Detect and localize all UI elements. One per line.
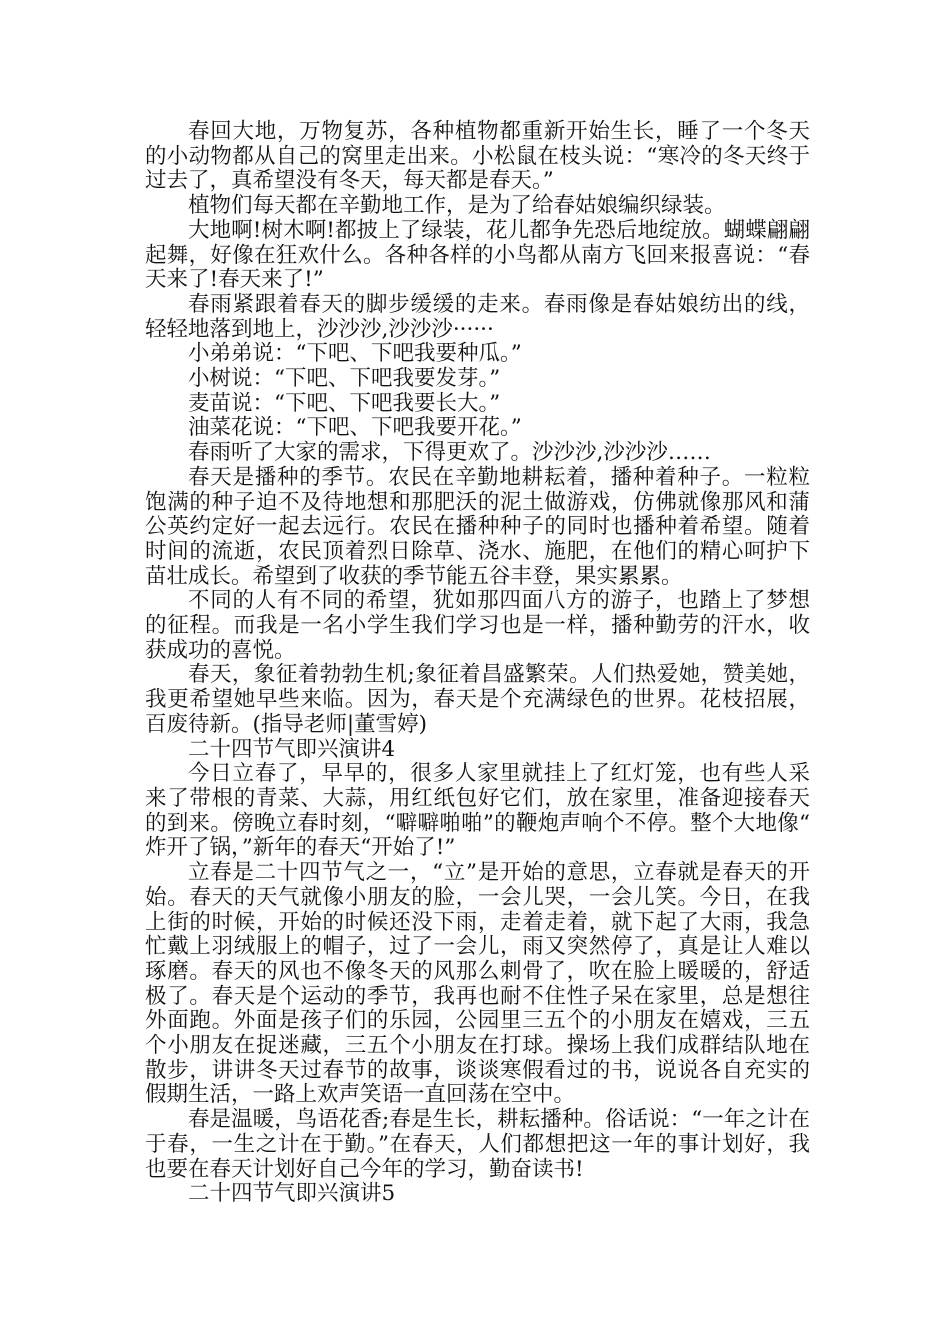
paragraph: 春是温暖，鸟语花香;春是生长，耕耘播种。俗话说：“一年之计在于春，一生之计在于勤。”在春天，人们都想把这一年的事计划好，我也要在春天计划好自己今年的学习，勤奋读书!	[145, 1107, 810, 1182]
paragraph: 植物们每天都在辛勤地工作，是为了给春姑娘编织绿装。	[188, 193, 726, 219]
paragraph: 油菜花说：“下吧、下吧我要开花。”	[188, 415, 522, 441]
paragraph: 麦苗说：“下吧、下吧我要长大。”	[188, 390, 501, 416]
paragraph: 今日立春了，早早的，很多人家里就挂上了红灯笼，也有些人采来了带根的青菜、大蒜，用红纸包好它们，放在家里，准备迎接春天的到来。傍晚立春时刻，“噼噼啪啪”的鞭炮声响个不停。整个大地像“炸开了锅，”新年的春天“开始了!”	[145, 761, 810, 861]
paragraph: 春雨听了大家的需求，下得更欢了。沙沙沙,沙沙沙……	[188, 440, 711, 466]
paragraph: 春回大地，万物复苏，各种植物都重新开始生长，睡了一个冬天的小动物都从自己的窝里走出来。小松鼠在枝头说：“寒冷的冬天终于过去了，真希望没有冬天，每天都是春天。”	[145, 119, 810, 194]
paragraph: 春天是播种的季节。农民在辛勤地耕耘着，播种着种子。一粒粒饱满的种子迫不及待地想和那肥沃的泥土做游戏，仿佛就像那风和蒲公英约定好一起去远行。农民在播种种子的同时也播种着希望。随着时间的流逝，农民顶着烈日除草、浇水、施肥，在他们的精心呵护下苗壮成长。希望到了收获的季节能五谷丰登，果实累累。	[145, 464, 810, 589]
section-heading-4: 二十四节气即兴演讲4	[188, 736, 396, 762]
paragraph: 小树说：“下吧、下吧我要发芽。”	[188, 366, 501, 392]
paragraph: 春雨紧跟着春天的脚步缓缓的走来。春雨像是春姑娘纺出的线，轻轻地落到地上，沙沙沙,沙沙沙······	[145, 291, 810, 342]
paragraph: 春天，象征着勃勃生机;象征着昌盛繁荣。人们热爱她，赞美她，我更希望她早些来临。因为，春天是个充满绿色的世界。花枝招展，百废待新。(指导老师|董雪婷)	[145, 662, 810, 737]
paragraph: 立春是二十四节气之一，“立”是开始的意思，立春就是春天的开始。春天的天气就像小朋友的脸，一会儿哭，一会儿笑。今日，在我上街的时候，开始的时候还没下雨，走着走着，就下起了大雨，我急忙戴上羽绒服上的帽子，过了一会儿，雨又突然停了，真是让人难以琢磨。春天的风也不像冬天的风那么刺骨了，吹在脸上暖暖的，舒适极了。春天是个运动的季节，我再也耐不住性子呆在家里，总是想往外面跑。外面是孩子们的乐园，公园里三五个的小朋友在嬉戏，三五个小朋友在捉迷藏，三五个小朋友在打球。操场上我们成群结队地在散步，讲讲冬天过春节的故事，谈谈寒假看过的书，说说各自充实的假期生活，一路上欢声笑语一直回荡在空中。	[145, 860, 810, 1108]
document-page	[145, 120, 810, 1207]
paragraph: 大地啊!树木啊!都披上了绿装，花儿都争先恐后地绽放。蝴蝶翩翩起舞，好像在狂欢什么。各种各样的小鸟都从南方飞回来报喜说：“春天来了!春天来了!”	[145, 217, 810, 293]
paragraph: 小弟弟说：“下吧、下吧我要种瓜。”	[188, 341, 522, 367]
paragraph: 不同的人有不同的希望，犹如那四面八方的游子，也踏上了梦想的征程。而我是一名小学生我们学习也是一样，播种勤劳的汗水，收获成功的喜悦。	[145, 588, 810, 663]
section-heading-5: 二十四节气即兴演讲5	[188, 1181, 396, 1207]
